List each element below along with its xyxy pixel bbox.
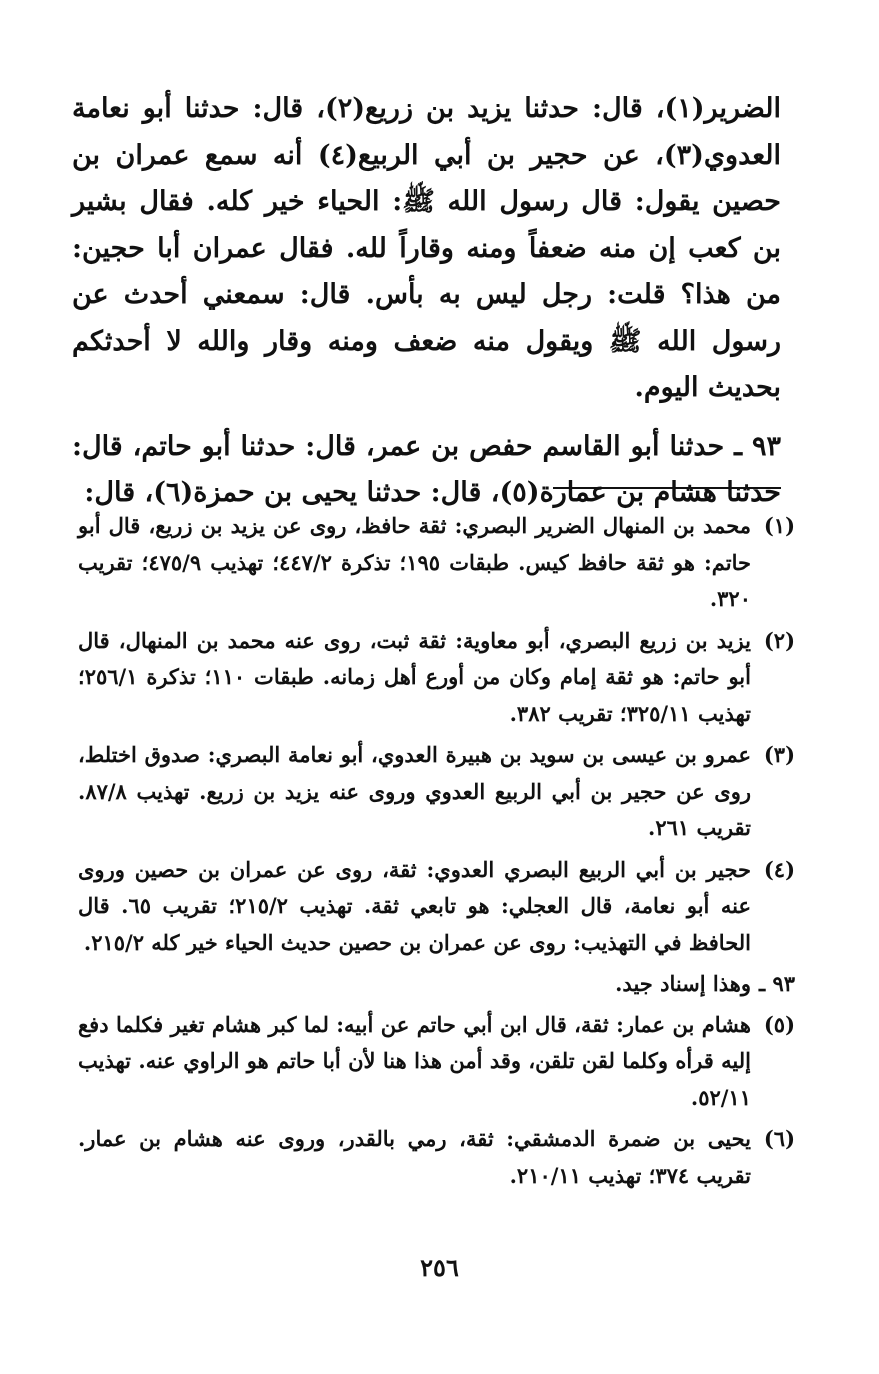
footnote-6 [78,1121,795,1194]
footnote-marker: (٦) [763,1126,795,1151]
footnote-5 [78,1007,795,1117]
footnote-marker: (٤) [763,856,795,882]
footnote-marker: (٢) [763,627,795,653]
footnote-text: حجير بن أبي الربيع البصري العدوي: ثقة، روى عن عمران بن حصين وروى عنه أبو نعامة، قال العجلي: هو تابعي ثقة. تهذيب ٢١٥/٢؛ تقريب ٦٥. قال الحافظ في التهذيب: روى عن عمران بن حصين حديث الحياء خير كله ٢١٥/٢. [78,856,751,955]
footnote-3 [78,737,795,847]
footnotes [78,508,795,1199]
footnote-text: يزيد بن زريع البصري، أبو معاوية: ثقة ثبت، روى عنه محمد بن المنهال، قال أبو حاتم: هو ثقة إمام وكان من أورع أهل زمانه. طبقات ١١٠؛ تذكرة ٢٥٦/١؛ تهذيب ٣٢٥/١١؛ تقريب ٣٨٢. [78,627,751,726]
footnote-marker: ٩٣ ـ [758,971,795,996]
footnote-1 [78,508,795,618]
footnote-4 [78,852,795,962]
footnote-separator [553,487,781,489]
footnote-marker: (١) [763,513,795,538]
footnote-text: وهذا إسناد جيد. [615,971,751,996]
footnote-text: يحيى بن ضمرة الدمشقي: ثقة، رمي بالقدر، وروى عنه هشام بن عمار. تقريب ٣٧٤؛ تهذيب ٢١٠/١١. [78,1126,751,1188]
main-paragraph-1: الضرير(١)، قال: حدثنا يزيد بن زريع(٢)، قال: حدثنا أبو نعامة العدوي(٣)، عن حجير بن أبي الربيع(٤) أنه سمع عمران بن حصين يقول: قال رسول الله ﷺ: الحياء خير كله. فقال بشير بن كعب إن منه ضعفاً ومنه وقاراً لله. فقال عمران أبا حجين: من هذا؟ قلت: رجل ليس به بأس. قال: سمعني أحدث عن رسول الله ﷺ ويقول منه ضعف ومنه وقار والله لا أحدثكم بحديث اليوم. [72,93,782,403]
footnote-marker: (٣) [763,742,795,767]
footnote-marker: (٥) [763,1011,795,1037]
footnote-text: هشام بن عمار: ثقة، قال ابن أبي حاتم عن أبيه: لما كبر هشام تغير فكلما دفع إليه قرأه وكلما لقن تلقن، وقد أمن هذا هنا لأن أبا حاتم هو الراوي عنه. تهذيب ٥٢/١١. [78,1011,751,1110]
footnote-text: عمرو بن عيسى بن سويد بن هبيرة العدوي، أبو نعامة البصري: صدوق اختلط، روى عن حجير بن أبي الربيع العدوي وروى عنه يزيد بن زريع. تهذيب ٨٧/٨. تقريب ٢٦١. [78,742,751,840]
main-paragraph-2-hadith-93: ٩٣ ـ حدثنا أبو القاسم حفص بن عمر، قال: حدثنا أبو حاتم، قال: حدثنا هشام بن عمارة(٥)، قال: حدثنا يحيى بن حمزة(٦)، قال: [72,430,781,508]
footnote-text: محمد بن المنهال الضرير البصري: ثقة حافظ، روى عن يزيد بن زريع، قال أبو حاتم: هو ثقة حافظ كيس. طبقات ١٩٥؛ تذكرة ٤٤٧/٢؛ تهذيب ٤٧٥/٩؛ تقريب ٣٢٠. [78,513,751,611]
footnote-2 [78,623,795,733]
main-text [72,86,781,517]
hadith-93-grading-note [78,966,795,1003]
page-number: ٢٥٦ [420,1253,459,1282]
